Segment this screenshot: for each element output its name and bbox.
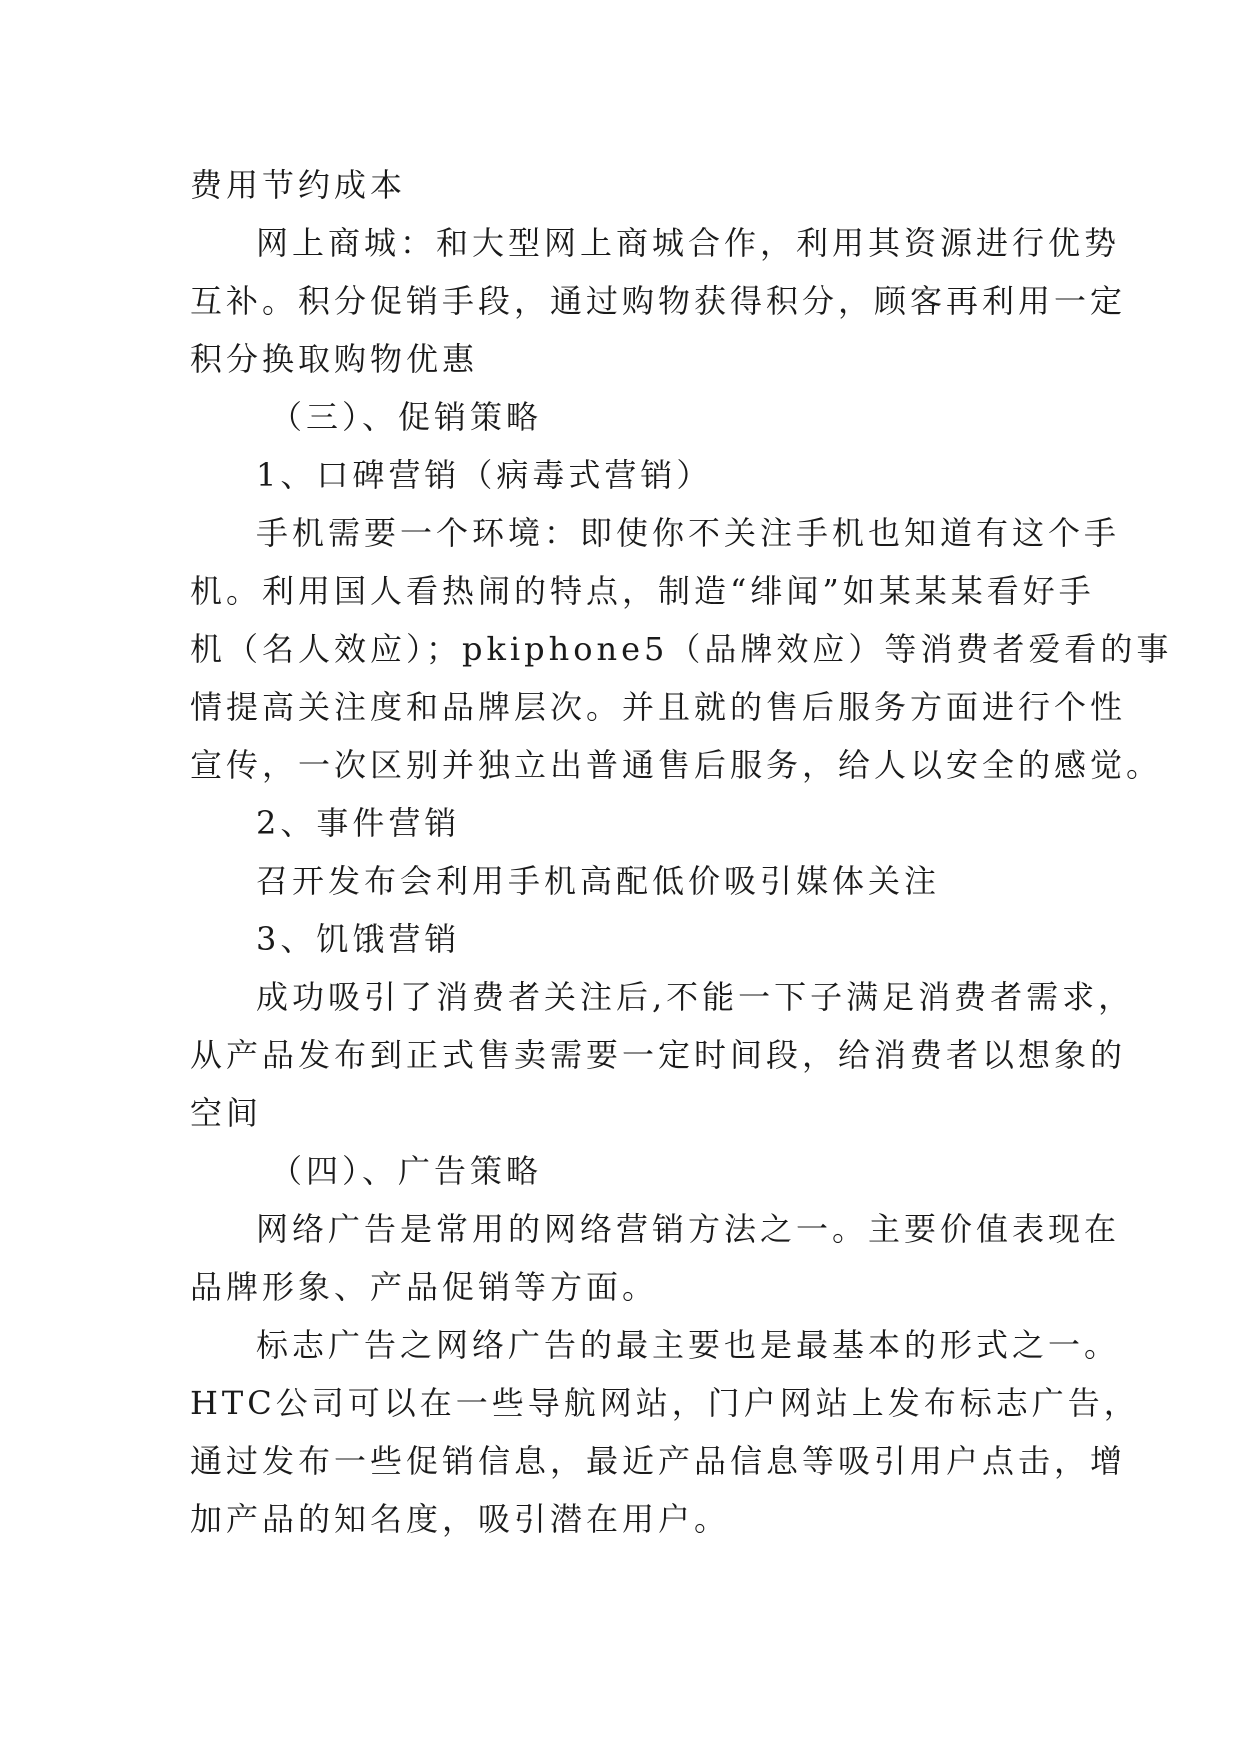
paragraph-line: 互补。积分促销手段，通过购物获得积分，顾客再利用一定 (190, 282, 1127, 320)
paragraph-line: 情提高关注度和品牌层次。并且就的售后服务方面进行个性 (190, 688, 1127, 726)
subsection-heading: 3、饥饿营销 (256, 920, 461, 958)
paragraph-line: 加产品的知名度，吸引潜在用户。 (190, 1500, 731, 1538)
paragraph-line: 宣传，一次区别并独立出普通售后服务，给人以安全的感觉。 (190, 746, 1163, 784)
subsection-heading: 1、口碑营销（病毒式营销） (256, 456, 713, 494)
paragraph-line: 网上商城：和大型网上商城合作，利用其资源进行优势 (256, 224, 1121, 262)
paragraph-line: HTC公司可以在一些导航网站，门户网站上发布标志广告， (190, 1384, 1140, 1422)
section-heading: （四）、广告策略 (270, 1152, 543, 1190)
paragraph-line: 成功吸引了消费者关注后,不能一下子满足消费者需求， (256, 978, 1135, 1016)
paragraph-line: 召开发布会利用手机高配低价吸引媒体关注 (256, 862, 941, 900)
paragraph-line: 品牌形象、产品促销等方面。 (190, 1268, 659, 1306)
document-body (190, 156, 1173, 1548)
paragraph-line: 费用节约成本 (190, 166, 407, 204)
paragraph-line: 机（名人效应）；pkiphone5（品牌效应）等消费者爱看的事 (190, 630, 1173, 668)
paragraph-line: 从产品发布到正式售卖需要一定时间段，给消费者以想象的 (190, 1036, 1127, 1074)
paragraph-line: 通过发布一些促销信息，最近产品信息等吸引用户点击，增 (190, 1442, 1127, 1480)
paragraph-line: 网络广告是常用的网络营销方法之一。主要价值表现在 (256, 1210, 1121, 1248)
paragraph-line: 标志广告之网络广告的最主要也是最基本的形式之一。 (256, 1326, 1121, 1364)
subsection-heading: 2、事件营销 (256, 804, 461, 842)
paragraph-line: 手机需要一个环境：即使你不关注手机也知道有这个手 (256, 514, 1121, 552)
paragraph-line: 机。利用国人看热闹的特点，制造“绯闻”如某某某看好手 (190, 572, 1095, 610)
paragraph-line: 空间 (190, 1094, 263, 1132)
paragraph-line: 积分换取购物优惠 (190, 340, 479, 378)
section-heading: （三）、促销策略 (270, 398, 543, 436)
